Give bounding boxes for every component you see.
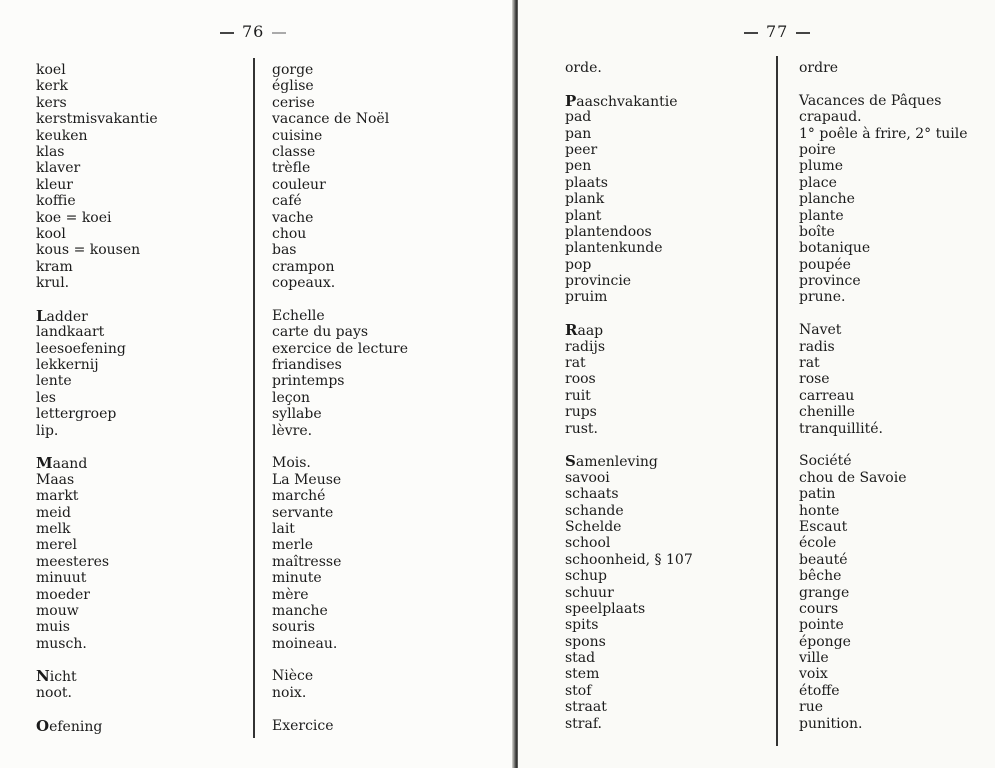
dutch-word: Maand <box>36 454 88 473</box>
column-rule <box>776 56 778 746</box>
french-word: syllabe <box>272 406 322 423</box>
dutch-word: lente <box>36 373 72 390</box>
dutch-word: moeder <box>36 586 90 603</box>
french-word: bêche <box>799 568 842 585</box>
dutch-word: kram <box>36 258 73 275</box>
french-column <box>799 60 968 732</box>
french-column <box>272 62 408 734</box>
french-word: beauté <box>799 551 848 568</box>
french-word: étoffe <box>799 682 840 699</box>
dutch-word: musch. <box>36 635 87 652</box>
page-number-left <box>212 22 294 41</box>
french-word: trèfle <box>272 160 311 177</box>
dutch-word: klaver <box>36 160 81 177</box>
french-word: noix. <box>272 684 307 701</box>
dutch-column <box>565 60 693 732</box>
french-word: voix <box>799 666 828 683</box>
french-word: crapaud. <box>799 109 862 126</box>
dutch-word: keuken <box>36 127 88 144</box>
dutch-word: radijs <box>565 338 606 355</box>
dutch-word: kleur <box>36 176 73 193</box>
dutch-word: school <box>565 535 611 552</box>
french-word: couleur <box>272 176 326 193</box>
dutch-word: orde. <box>565 60 602 76</box>
french-word: place <box>799 174 837 191</box>
dutch-word: mouw <box>36 602 79 619</box>
french-word: Société <box>799 453 852 470</box>
french-word: marché <box>272 488 326 505</box>
page-number-text: 77 <box>766 22 789 41</box>
dutch-word: kool <box>36 225 66 242</box>
french-word: manche <box>272 602 328 619</box>
french-word: chou <box>272 225 307 242</box>
dutch-word: Ladder <box>36 306 88 325</box>
dutch-word: roos <box>565 371 596 388</box>
french-word: Escaut <box>799 518 848 535</box>
french-word: ville <box>799 650 829 667</box>
dutch-word: plantendoos <box>565 223 652 240</box>
french-word: cours <box>799 600 839 617</box>
dutch-word: melk <box>36 520 71 537</box>
dutch-word: spons <box>565 633 606 650</box>
dutch-word: Oefening <box>36 716 103 735</box>
dutch-word: schup <box>565 568 608 585</box>
dutch-word: pen <box>565 158 592 175</box>
dutch-word: stad <box>565 650 596 667</box>
french-word: gorge <box>272 62 314 78</box>
dutch-word: koe = koei <box>36 209 112 226</box>
french-word: friandises <box>272 357 342 374</box>
dutch-word: schaats <box>565 486 619 503</box>
french-word: chou de Savoie <box>799 469 907 486</box>
dutch-word: pad <box>565 109 592 126</box>
french-word: prune. <box>799 289 846 306</box>
dutch-word: markt <box>36 488 79 505</box>
dutch-word: Raap <box>565 321 604 340</box>
dutch-word: speelplaats <box>565 600 646 617</box>
dutch-word: plaats <box>565 174 608 191</box>
dutch-word: krul. <box>36 275 70 292</box>
dutch-word: Samenleving <box>565 452 658 471</box>
french-word: bas <box>272 242 297 259</box>
french-word: éponge <box>799 633 851 650</box>
dutch-word: koel <box>36 62 66 78</box>
dutch-word: kerstmisvakantie <box>36 111 158 128</box>
french-word: grange <box>799 584 850 601</box>
french-word: ordre <box>799 60 839 76</box>
french-word: botanique <box>799 240 871 257</box>
dutch-word: klas <box>36 143 65 160</box>
dutch-word: plank <box>565 191 605 208</box>
dutch-column <box>36 62 158 734</box>
french-word: copeaux. <box>272 275 336 292</box>
dutch-word: plant <box>565 207 602 224</box>
dutch-word: muis <box>36 619 70 636</box>
french-word: église <box>272 78 314 95</box>
french-word: Vacances de Pâques <box>799 92 942 109</box>
dutch-word: meesteres <box>36 553 110 570</box>
french-word: Mois. <box>272 455 311 472</box>
dutch-word: lekkernij <box>36 357 99 374</box>
french-word: café <box>272 193 302 210</box>
dutch-word: koffie <box>36 193 76 210</box>
dutch-word: Schelde <box>565 518 622 535</box>
french-word: province <box>799 273 861 290</box>
dutch-word: pan <box>565 125 592 142</box>
french-word: cuisine <box>272 127 323 144</box>
french-word: 1° poêle à frire, 2° tuile <box>799 125 968 142</box>
french-word: exercice de lecture <box>272 340 408 357</box>
french-word: école <box>799 535 837 552</box>
page-number-right <box>736 22 818 41</box>
french-word: printemps <box>272 373 345 390</box>
french-word: boîte <box>799 223 835 240</box>
dutch-word: kerk <box>36 78 68 95</box>
dutch-word: provincie <box>565 273 632 290</box>
dutch-word: stem <box>565 666 600 683</box>
french-word: Echelle <box>272 307 325 324</box>
dutch-word: landkaart <box>36 324 105 341</box>
french-word: patin <box>799 486 836 503</box>
dutch-word: stof <box>565 682 592 699</box>
french-word: lait <box>272 520 295 537</box>
french-word: vache <box>272 209 314 226</box>
french-word: maîtresse <box>272 553 342 570</box>
french-word: mère <box>272 586 309 603</box>
french-word: plume <box>799 158 844 175</box>
dutch-word: rust. <box>565 420 598 437</box>
dutch-word: noot. <box>36 684 72 701</box>
french-word: radis <box>799 338 835 355</box>
dutch-word: Maas <box>36 471 75 488</box>
french-word: plante <box>799 207 844 224</box>
french-word: Exercice <box>272 717 334 734</box>
dutch-word: pop <box>565 256 592 273</box>
dutch-word: spits <box>565 617 599 634</box>
right-page <box>518 0 995 768</box>
dutch-word: straf. <box>565 715 602 732</box>
french-word: cerise <box>272 94 315 111</box>
dutch-word: peer <box>565 141 598 158</box>
dutch-word: plantenkunde <box>565 240 663 257</box>
dutch-word: schuur <box>565 584 614 601</box>
french-word: pointe <box>799 617 844 634</box>
dutch-word: kous = kousen <box>36 242 141 259</box>
dutch-word: rups <box>565 404 597 421</box>
french-word: La Meuse <box>272 471 342 488</box>
dutch-word: schoonheid, § 107 <box>565 551 693 568</box>
french-word: lèvre. <box>272 422 313 439</box>
french-word: honte <box>799 502 840 519</box>
french-word: chenille <box>799 404 855 421</box>
french-word: punition. <box>799 715 863 732</box>
french-word: leçon <box>272 389 311 406</box>
dutch-word: leesoefening <box>36 340 126 357</box>
french-word: poire <box>799 141 836 158</box>
french-word: Nièce <box>272 668 314 685</box>
french-word: crampon <box>272 258 335 275</box>
french-word: poupée <box>799 256 851 273</box>
dutch-word: lettergroep <box>36 406 117 423</box>
dutch-word: straat <box>565 699 607 716</box>
french-word: merle <box>272 537 314 554</box>
french-word: rat <box>799 355 820 372</box>
dutch-word: lip. <box>36 422 59 439</box>
french-word: souris <box>272 619 315 636</box>
french-word: tranquillité. <box>799 420 883 437</box>
dutch-word: minuut <box>36 570 87 587</box>
french-word: classe <box>272 143 316 160</box>
dutch-word: schande <box>565 502 624 519</box>
dutch-word: kers <box>36 94 67 111</box>
dutch-word: Nicht <box>36 667 77 686</box>
french-word: rose <box>799 371 830 388</box>
french-word: moineau. <box>272 635 338 652</box>
dutch-word: pruim <box>565 289 608 306</box>
dutch-word: ruit <box>565 387 591 404</box>
french-word: carreau <box>799 387 855 404</box>
french-word: servante <box>272 504 334 521</box>
dutch-word: meid <box>36 504 71 521</box>
french-word: Navet <box>799 322 842 339</box>
french-word: planche <box>799 191 855 208</box>
dutch-word: rat <box>565 355 586 372</box>
page-number-text: 76 <box>242 22 265 41</box>
french-word: rue <box>799 699 823 716</box>
french-word: minute <box>272 570 322 587</box>
dutch-word: Paaschvakantie <box>565 91 678 110</box>
dutch-word: savooi <box>565 469 610 486</box>
column-rule <box>253 58 255 738</box>
dutch-word: merel <box>36 537 78 554</box>
dutch-word: les <box>36 389 56 406</box>
french-word: vacance de Noël <box>272 111 390 128</box>
french-word: carte du pays <box>272 324 369 341</box>
